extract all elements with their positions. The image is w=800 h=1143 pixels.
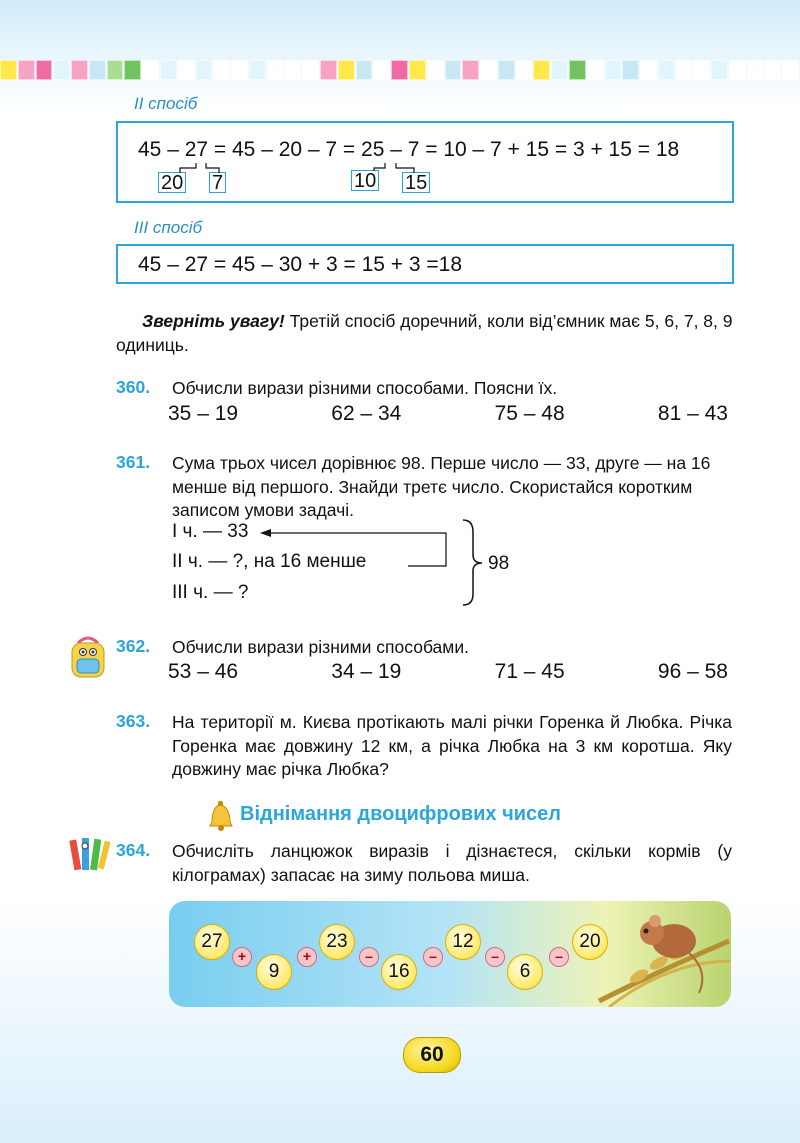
chain-number-5: 12 [445, 924, 481, 960]
page-number: 60 [403, 1037, 461, 1073]
task-362-number: 362. [116, 636, 151, 656]
expression: 34 – 19 [331, 660, 402, 683]
split-box-20: 20 [158, 172, 186, 193]
note-bold: Зверніть увагу! [142, 311, 285, 331]
chain-operator-1: + [232, 947, 252, 967]
condition-part-1: I ч. — 33 [172, 521, 249, 542]
chain-number-1: 27 [194, 924, 230, 960]
chain-number-3: 23 [319, 924, 355, 960]
field-mouse-illustration [589, 901, 731, 1007]
task-361-number: 361. [116, 452, 151, 472]
method-2-equation: 45 – 27 = 45 – 20 – 7 = 25 – 7 = 10 – 7 + 15 = 3 + 15 = 18 [138, 138, 680, 161]
expression: 53 – 46 [168, 660, 239, 683]
condition-part-3: III ч. — ? [172, 582, 249, 603]
split-box-10: 10 [351, 170, 379, 191]
expression: 35 – 19 [168, 402, 239, 425]
chain-operator-2: + [297, 947, 317, 967]
task-363-text: На території м. Києва протікають малі річки Горенка й Любка. Річка Горенка має довжину 12 км, а річка Любка на 3 км коротша. Яку довжину має річка Любка? [172, 712, 732, 779]
task-363-number: 363. [116, 711, 151, 731]
task-364-number: 364. [116, 840, 151, 860]
expression: 96 – 58 [657, 660, 728, 683]
note-text: Третій спосіб доречний, коли від’ємник має 5, 6, 7, 8, 9 одиниць. [116, 311, 733, 355]
task-362-text: Обчисли вирази різними способами. [172, 637, 469, 657]
backpack-icon [66, 633, 110, 681]
method-3-label: III спосіб [134, 218, 203, 237]
task-361-text: Сума трьох чисел дорівнює 98. Перше число — 33, друге — на 16 менше від першого. Знайди третє число. Скористайся коротким записом умови задачі. [172, 453, 711, 520]
expression: 75 – 48 [494, 402, 565, 425]
split-box-15: 15 [402, 172, 430, 193]
task-360-text: Обчисли вирази різними способами. Поясни їх. [172, 378, 558, 398]
section-title: Віднімання двоцифрових чисел [240, 803, 561, 825]
chain-operator-5: – [485, 947, 505, 967]
method-3-equation: 45 – 27 = 45 – 30 + 3 = 15 + 3 =18 [138, 253, 463, 276]
chain-number-7: 20 [572, 924, 608, 960]
chain-operator-3: – [359, 947, 379, 967]
task-364-text: Обчисліть ланцюжок виразів і дізнаєтеся, скільки кормів (у кілограмах) запасає на зиму польова миша. [172, 841, 732, 885]
bell-icon [206, 800, 236, 832]
chain-number-6: 6 [507, 954, 543, 990]
expression: 81 – 43 [657, 402, 728, 425]
condition-total: 98 [488, 553, 510, 574]
condition-part-2: II ч. — ?, на 16 менше [172, 551, 367, 572]
task-360-number: 360. [116, 377, 151, 397]
chain-operator-6: – [549, 947, 569, 967]
pencils-icon [68, 836, 112, 880]
expression: 62 – 34 [331, 402, 402, 425]
expression: 71 – 45 [494, 660, 565, 683]
chain-operator-4: – [423, 947, 443, 967]
split-box-7: 7 [209, 172, 226, 193]
chain-number-4: 16 [381, 954, 417, 990]
method-2-label: II спосіб [134, 94, 198, 113]
task-362-expressions [168, 660, 728, 684]
chain-number-2: 9 [256, 954, 292, 990]
